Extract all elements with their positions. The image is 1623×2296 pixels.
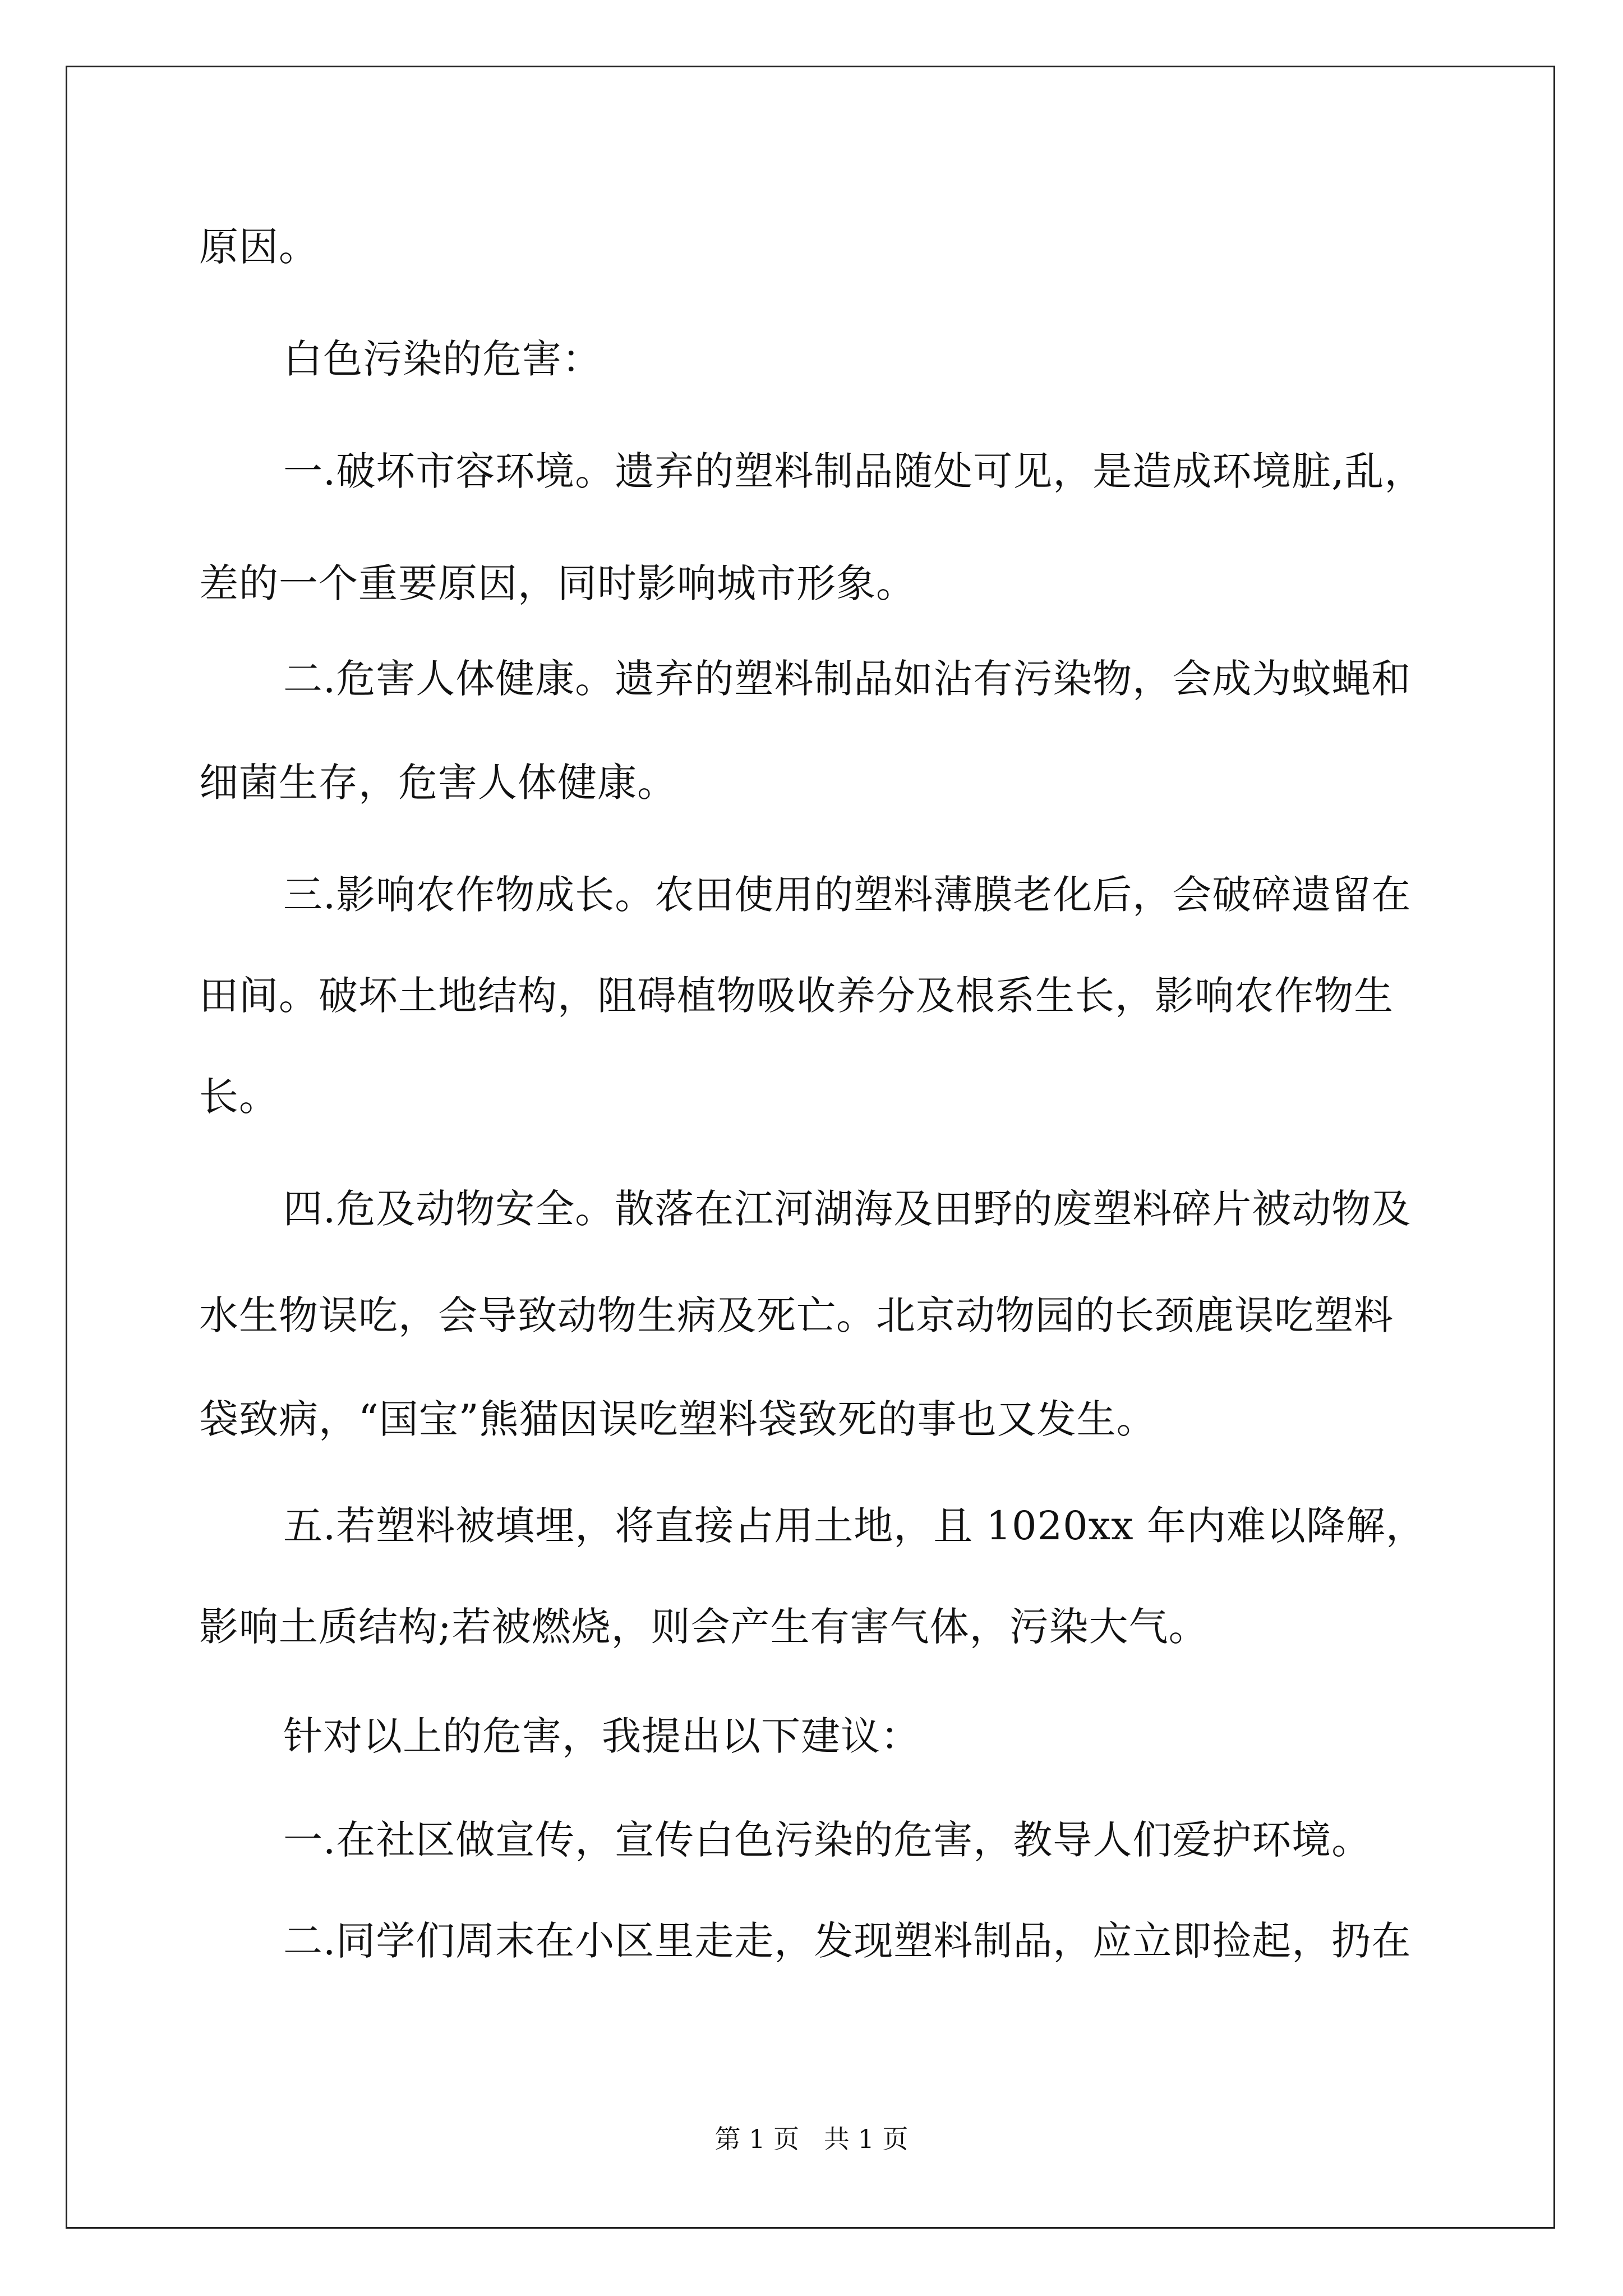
text-line: 水生物误吃，会导致动物生病及死亡。北京动物园的长颈鹿误吃塑料 (199, 1292, 1394, 1338)
text-line: 三.影响农作物成长。农田使用的塑料薄膜老化后，会破碎遗留在 (283, 872, 1412, 918)
text-line: 袋致病，“国宝”熊猫因误吃塑料袋致死的事也又发生。 (199, 1396, 1156, 1442)
text-line: 一.在社区做宣传，宣传白色污染的危害，教导人们爱护环境。 (283, 1817, 1372, 1863)
text-line: 差的一个重要原因，同时影响城市形象。 (199, 560, 916, 606)
text-line: 田间。破坏土地结构，阻碍植物吸收养分及根系生长，影响农作物生 (199, 973, 1394, 1019)
text-line: 一.破坏市容环境。遗弃的塑料制品随处可见，是造成环境脏,乱， (283, 448, 1424, 494)
text-line: 二.危害人体健康。遗弃的塑料制品如沾有污染物，会成为蚊蝇和 (283, 656, 1412, 702)
page-number-footer: 第 1 页 共 1 页 (714, 2124, 909, 2154)
text-line: 五.若塑料被填埋，将直接占用土地，且 1020xx 年内难以降解， (283, 1503, 1426, 1549)
text-line: 原因。 (199, 224, 319, 270)
text-line: 二.同学们周末在小区里走走，发现塑料制品，应立即捡起，扔在 (283, 1918, 1412, 1964)
text-line: 影响土质结构;若被燃烧，则会产生有害气体，污染大气。 (199, 1604, 1209, 1650)
text-line: 白色污染的危害： (283, 336, 602, 382)
text-line: 针对以上的危害，我提出以下建议： (283, 1713, 920, 1759)
text-line: 细菌生存，危害人体健康。 (199, 760, 677, 806)
page-border (66, 66, 1555, 2229)
text-line: 四.危及动物安全。散落在江河湖海及田野的废塑料碎片被动物及 (283, 1186, 1412, 1232)
text-line: 长。 (199, 1074, 279, 1120)
